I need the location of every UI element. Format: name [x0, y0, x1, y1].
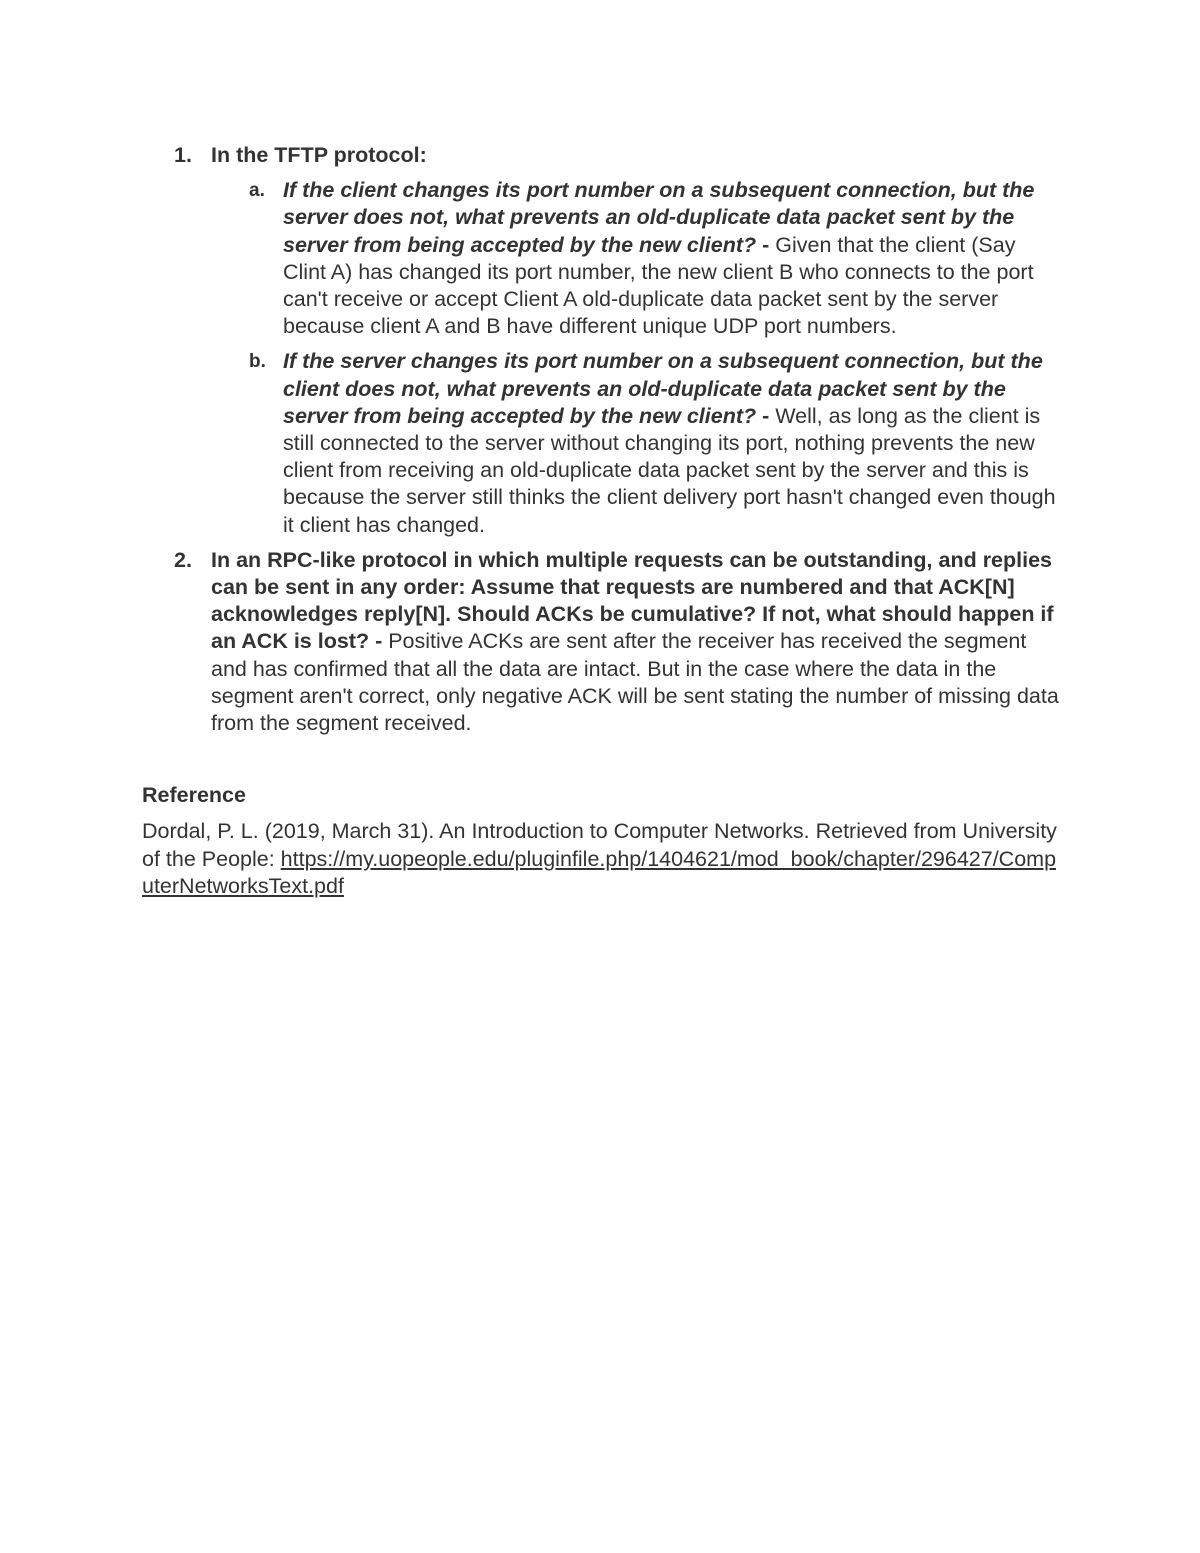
reference-link[interactable]: https://my.uopeople.edu/pluginfile.php/1404621/mod_book/chapter/296427/ComputerNetworksText.pdf	[142, 846, 1057, 898]
question-1a-text: If the client changes its port number on a subsequent connection, but the server does not, what prevents an old-duplicate data packet sent by the server from being accepted by the new client?	[283, 178, 1035, 257]
reference-citation: Dordal, P. L. (2019, March 31). An Introduction to Computer Networks. Retrieved from University of the People:	[142, 819, 1057, 871]
reference-heading: Reference	[142, 783, 246, 808]
question-2	[142, 547, 1062, 737]
reference-section	[142, 782, 1062, 900]
document-body	[142, 142, 1062, 900]
question-1b-dash: -	[756, 403, 776, 428]
question-1a-dash: -	[756, 232, 776, 257]
question-1b-letter: b.	[249, 351, 266, 373]
question-1b-answer: Well, as long as the client is still connected to the server without changing its port, nothing prevents the new client from receiving an old-duplicate data packet sent by the server and this is because the server still thinks the client delivery port hasn't changed even though it client has changed.	[283, 403, 1056, 537]
question-1-title: In the TFTP protocol:	[211, 143, 427, 167]
reference-entry	[142, 818, 1062, 900]
question-1a-letter: a.	[249, 180, 265, 202]
question-1a	[211, 177, 1062, 340]
question-2-text: In an RPC-like protocol in which multiple requests can be outstanding, and replies can be sent in any order: Assume that requests are numbered and that ACK[N] acknowledges reply[N]. Should ACKs be cumulative? If not, what should happen if an ACK is lost?	[211, 547, 1054, 654]
question-1b	[211, 348, 1062, 538]
question-1b-text: If the server changes its port number on a subsequent connection, but the client does not, what prevents an old-duplicate data packet sent by the server from being accepted by the new client?	[283, 349, 1043, 428]
question-1a-answer: Given that the client (Say Clint A) has changed its port number, the new client B who connects to the port can't receive or accept Client A old-duplicate data packet sent by the server because client A and B have different unique UDP port numbers.	[283, 232, 1034, 339]
question-1	[142, 142, 1062, 539]
question-2-dash: -	[369, 629, 389, 654]
question-2-number: 2.	[174, 547, 192, 572]
question-2-answer: Positive ACKs are sent after the receiver has received the segment and has confirmed that all the data are intact. But in the case where the data in the segment aren't correct, only negative ACK will be sent stating the number of missing data from the segment received.	[211, 629, 1059, 736]
question-1-number: 1.	[174, 143, 192, 167]
